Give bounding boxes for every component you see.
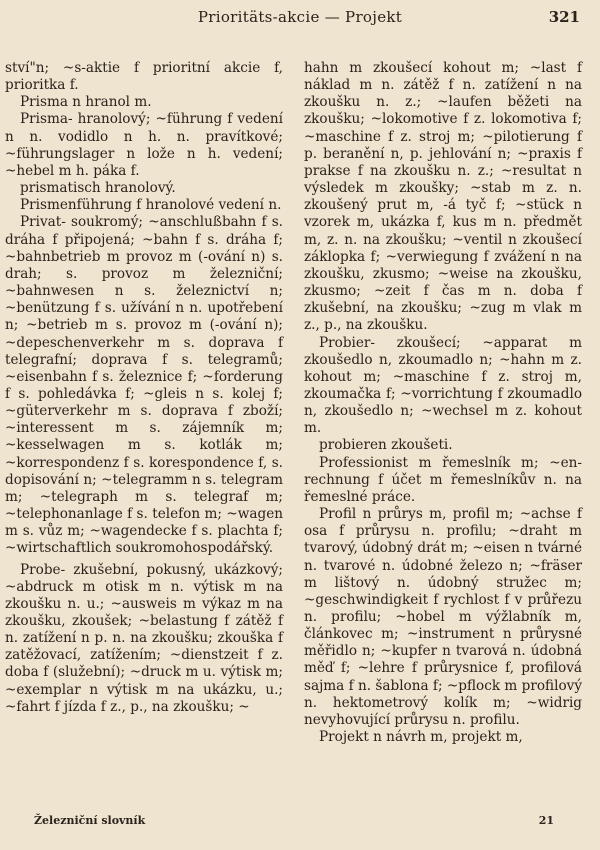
entry-prismenfuehrung: Prismenführung f hranolové vedení n.: [20, 197, 282, 214]
entry-professionist: Professionist m řemeslník m; ~en-rechnung f účet m řemeslníkův n. na řemeslné práce.: [304, 454, 582, 505]
right-column: [304, 60, 582, 746]
entry-probe: Probe- zkušební, pokusný, ukázkový; ~abdruck m otisk m n. výtisk m na zkoušku n. u.; ~ausweis m výkaz m na zkoušku, zkoušek; ~belastung f zátěž f n. zatížení n p. n. na zkoušku; zkouška f zatěžovací, zatížením; ~dienstzeit f z. doba f (služební); ~druck m u. výtisk m; ~exemplar n výtisk m na ukázku, u.; ~fahrt f jízda f z., p., na zkoušku; ~: [5, 561, 283, 715]
entry-probier: Probier- zkoušecí; ~apparat m zkoušedlo n, zkoumadlo n; ~hahn m z. kohout m; ~maschine f z. stroj m, zkoumačka f; ~vorrichtung f zkoumadlo n, zkoušedlo n; ~wechsel m z. kohout m.: [304, 334, 582, 437]
entry-profil: Profil n průrys m, profil m; ~achse f osa f průrysu n. profilu; ~draht m tvarový, údobný drát m; ~eisen n tvárné n. tvarové n. údobné železo n; ~fräser m lištový n. údobný stružec m; ~geschwindigkeit f rychlost f v průřezu n. profilu; ~hobel m výžlabník m, článkovec m; ~instrument n průrysné měřidlo n; ~kupfer n tvarová n. údobná měď f; ~lehre f průrysnice f, profilová sajma f n. šablona f; ~pflock m profilový n. hektometrový kolík m; ~widrig nevyhovující průrysu n. profilu.: [304, 506, 582, 728]
entry-prisma: Prisma n hranol m.: [20, 94, 152, 111]
entry-probe-continued: hahn m zkoušecí kohout m; ~last f náklad m n. zátěž f n. zatížení n na zkoušku n. z.; ~laufen běžeti na zkoušku; ~lokomotive f z. lokomotiva f; ~maschine f z. stroj m; ~pilotierung f p. beranění n, p. jehlování n; ~praxis f prakse f na zkoušku n. z.; ~resultat n výsledek m zkoušky; ~stab m z. n. zkoušený prut m, -á tyč f; ~stück n vzorek m, ukázka f, kus m n. předmět m, z. n. na zkoušku; ~ventil n zkoušecí záklopka f; ~verwiegung f zvážení n na zkoušku, zkusmo; ~weise na zkoušku, zkusmo; ~zeit f čas m n. doba f zkušební, na zkoušku; ~zug m vlak m z., p., na zkoušku.: [304, 60, 582, 334]
running-head: Prioritäts-akcie — Projekt: [197, 8, 403, 26]
page-footer: [0, 814, 600, 834]
page-number: 321: [548, 8, 580, 26]
entry-prioritaets-continued: ství"n; ~s-aktie f prioritní akcie f, prioritka f.: [5, 60, 283, 94]
entry-projekt: Projekt n návrh m, projekt m,: [319, 729, 523, 746]
entry-privat: Privat- soukromý; ~anschlußbahn f s. dráha f připojená; ~bahn f s. dráha f; ~bahnbetrieb m provoz m (-ování n) s. drah; s. provoz m železniční; ~bahnwesen n s. železnictví n; ~benützung f s. užívání n n. upotřebení n; ~betrieb m s. provoz m (-ování n); ~depeschenverkehr m s. doprava f telegrafní; doprava f s. telegramů; ~eisenbahn f s. železnice f; ~forderung f s. pohledávka f; ~gleis n s. kolej f; ~güterverkehr m s. doprava f zboží; ~interessent m s. zájemník m; ~kesselwagen m s. kotlák m; ~korrespondenz f s. korespondence f, s. dopisování n; ~telegramm n s. telegram m; ~telegraph m s. telegraf m; ~telephonanlage f s. telefon m; ~wagen m s. vůz m; ~wagendecke f s. plachta f; ~wirtschaftlich soukromohospodářský.: [5, 214, 283, 557]
page-header: [0, 8, 600, 30]
entry-prismatisch: prismatisch hranolový.: [20, 180, 176, 197]
entry-prisma-compounds: Prisma- hranolový; ~führung f vedení n n. vodidlo n h. n. pravítkové; ~führungslager n lože n h. vedení; ~hebel m h. páka f.: [5, 111, 283, 179]
sheet-number: 21: [538, 814, 554, 827]
left-column: [5, 60, 283, 716]
signature-mark: Železniční slovník: [34, 814, 146, 827]
entry-probieren: probieren zkoušeti.: [319, 437, 453, 454]
